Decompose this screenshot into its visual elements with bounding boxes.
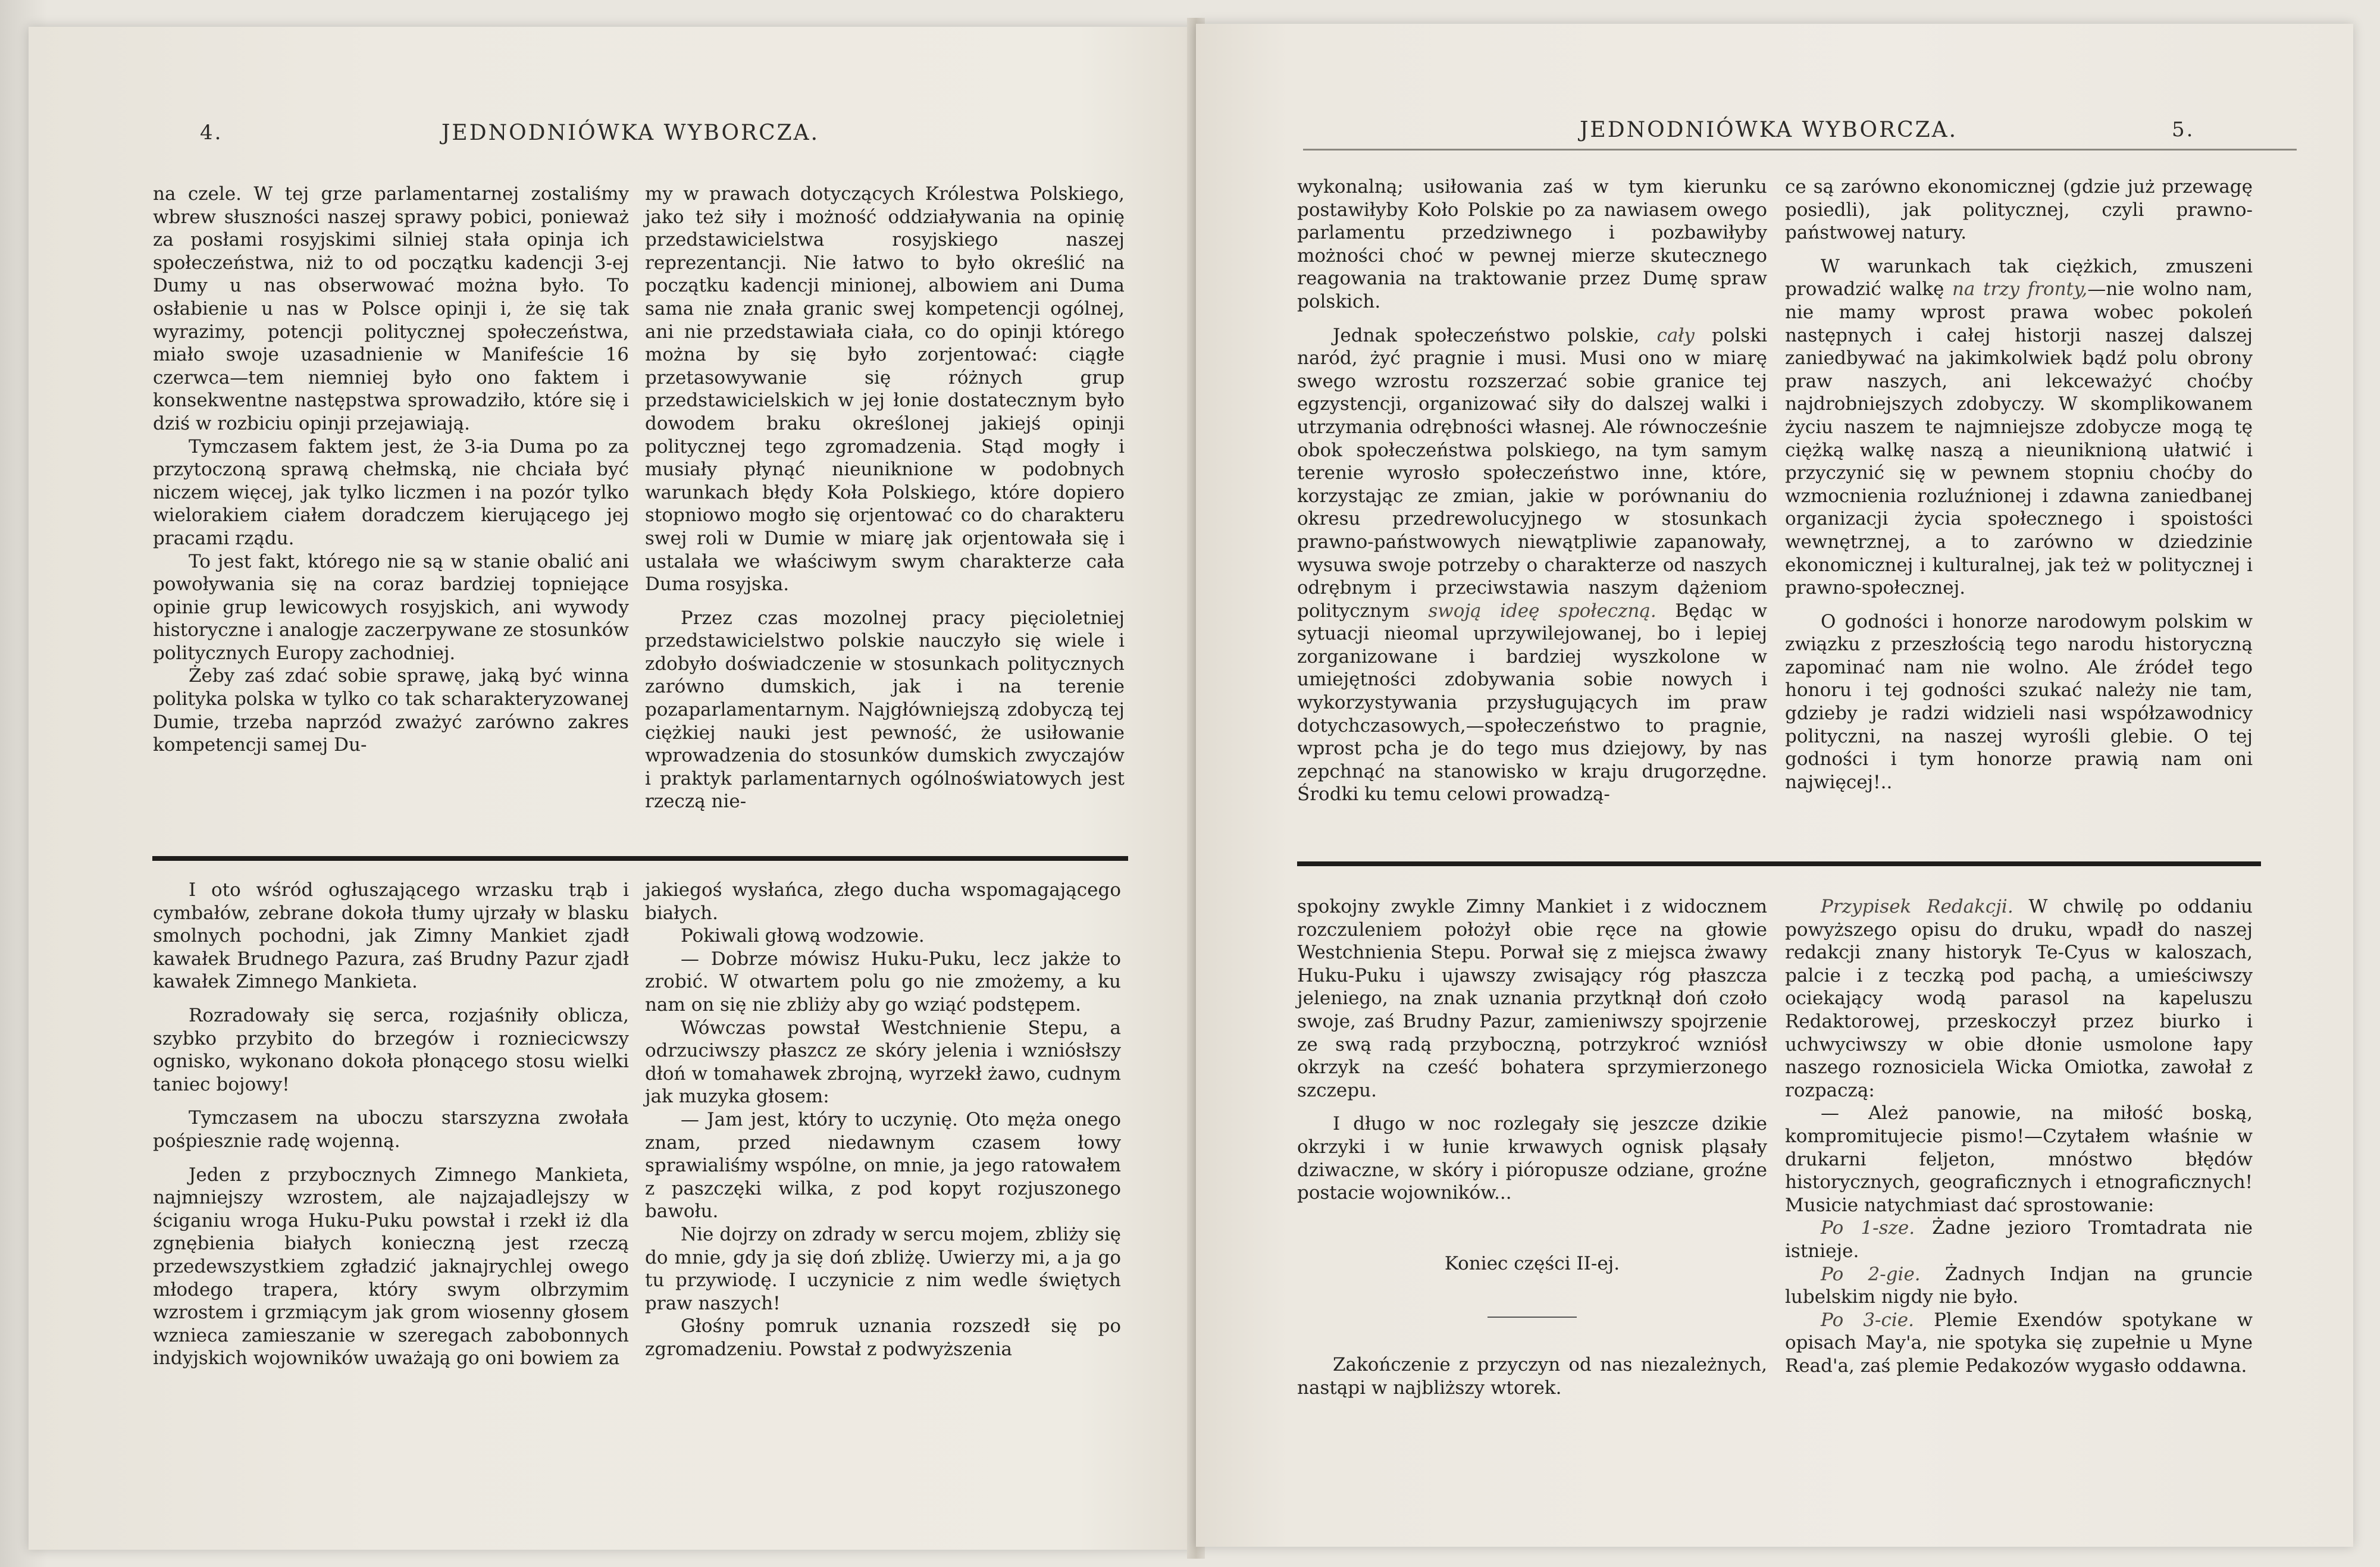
paragraph: spokojny zwykle Zimny Mankiet i z widocznem rozczuleniem położył obie ręce na głowie Westchnienia Stepu. Porwał się z miejsca żwawy Huku-Puku i ujawszy zwisający róg płaszcza jeleniego, na znak uznania przytknął doń czoło swoje, zaś Brudny Pazur, zamieniwszy spojrzenie ze swą radą przyboczną, potrzykroć wzniósł okrzyk na cześć bohatera sprzymierzonego szczepu. — [1297, 896, 1767, 1101]
correction-item — [1785, 1217, 2253, 1262]
continuation-note: Zakończenie z przyczyn od nas niezależnych, nastąpi w najbliższy wtorek. — [1297, 1354, 1767, 1399]
text-span: Jednak społeczeństwo polskie, — [1333, 324, 1640, 346]
paragraph: na czele. W tej grze parlamentarnej zostaliśmy wbrew słuszności naszej sprawy pobici, ponieważ za posłami rosyjskimi silniej stała opinja ich społeczeństwa, niż to od początku kadencji 3-ej Dumy u nas obserwować można było. To osłabienie u nas w Polsce opinji i, że się tak wyrazimy, potencji politycznej społeczeństwa, miało swoje uzasadnienie w Manifeście 16 czerwca—tem niemniej było ono faktem i konsekwentne następstwa sprowadziło, które się i dziś w rozbiciu opinji przejawiają. — [153, 183, 629, 434]
paragraph — [1785, 255, 2253, 600]
italic-text: Przypisek Redakcji. — [1821, 896, 2013, 917]
paragraph: I oto wśród ogłuszającego wrzasku trąb i cymbałów, zebrane dokoła tłumy ujrzały w blasku smolnych pochodni, jak Zimny Mankiet zjadł kawałek Brudnego Pazura, zaś Brudny Pazur zjadł kawałek Zimnego Mankieta. — [153, 879, 629, 993]
italic-text: Po 1-sze. — [1821, 1217, 1915, 1239]
right-page-title: JEDNODNIÓWKA WYBORCZA. — [1580, 118, 1958, 142]
paragraph: Pokiwali głową wodzowie. — [681, 925, 925, 947]
right-lower-col2 — [1785, 895, 2253, 1377]
left-page-title: JEDNODNIÓWKA WYBORCZA. — [441, 121, 820, 145]
text-span: Plemie Exendów spotykane w opisach May'a, nie spotyka się zupełnie u Myne Read'a, zaś plemie Pedakozów wygasło oddawna. — [1785, 1309, 2253, 1377]
part-end-note: Koniec części II-ej. — [1444, 1252, 1620, 1274]
text-span: W chwilę po oddaniu powyższego opisu do druku, wpadł do naszej redakcji znany historyk Te-Cyus w kaloszach, palcie i z teczką pod pachą, a umieściwszy ociekający wodą parasol na kapeluszu Redaktorowej, przeskoczył przez biurko i uchwyciwszy w obie dłonie usmolone łapy naszego roznosiciela Wicka Omiotka, zawołał z rozpaczą: — [1785, 896, 2253, 1101]
italic-text: Po 3-cie. — [1821, 1309, 1914, 1331]
section-divider — [152, 856, 1128, 861]
paragraph: my w prawach dotyczących Królestwa Polskiego, jako też siły i możność oddziaływania na opinię przedstawicielstwa rosyjskiego naszej reprezentancji. Nie łatwo to było określić na początku kadencji minionej, albowiem ani Duma sama nie znała granic swej kompetencji ogólnej, ani nie przedstawiała ciała, co do opinji którego można by się było zorjentować: ciągłe przetasowywanie się różnych grup przedstawicielskich w jej łonie dostatecznym było dowodem braku określonej jakiejś opinji politycznej tego zgromadzenia. Stąd mogły i musiały płynąć nieuniknione w podobnych warunkach błędy Koła Polskiego, które dopiero stopniowo mogło się orjentować co do charakteru swej roli w Dumie w miarę jak orjentowała się i ustalała we właściwym swym charakterze cała Duma rosyjska. — [645, 183, 1125, 596]
paragraph: Przez czas mozolnej pracy pięcioletniej przedstawicielstwo polskie nauczyło się wiele i zdobyło doświadczenie w stosunkach politycznych zarówno dumskich, jak i na terenie pozaparlamentarnym. Najgłówniejszą zdobyczą tej ciężkiej nauki jest pewność, że usiłowanie wprowadzenia do stosunków dumskich zwyczajów i praktyk parlamentarnych ogólnoświatowych jest rzeczą nie- — [645, 607, 1125, 813]
section-divider — [1297, 861, 2261, 866]
right-lower-col1 — [1297, 895, 1767, 1400]
paragraph: wykonalną; usiłowania zaś w tym kierunku postawiłyby Koło Polskie po za nawiasem owego parlamentu przedziwnego i pozbawiłyby możności choć w pewnej mierze skutecznego reagowania na traktowanie przez Dumę spraw polskich. — [1297, 176, 1767, 312]
text-span: Żadnych Indjan na gruncie lubelskim nigdy nie było. — [1785, 1263, 2253, 1308]
correction-item — [1785, 1309, 2253, 1378]
text-span: polski naród, żyć pragnie i musi. Musi ono w miarę swego wzrostu rozszerzać sobie granice tej egzystencji, organizować siły do dalszej walki i utrzymania odrębności własnej. Ale równocześnie obok społeczeństwa polskiego, na tym samym terenie wyrosło społeczeństwo inne, które, korzystając ze zmian, jakie w porównaniu do okresu przedrewolucyjnego w stosunkach prawno-państwowych niewątpliwie zapanowały, wysuwa swoje potrzeby o charakterze od naszych odrębnym i przeciwstawia naszym dążeniom politycznym — [1297, 324, 1768, 622]
paragraph: — Jam jest, który to uczynię. Oto męża onego znam, przed niedawnym czasem łowy sprawialiśmy wspólne, on mnie, ja jego ratowałem z paszczęki wilka, z pod kopyt rozjuszonego bawołu. — [645, 1108, 1121, 1223]
right-header — [1196, 94, 2353, 142]
paragraph: Jeden z przybocznych Zimnego Mankieta, najmniejszy wzrostem, ale najzajadlejszy w ściganiu wroga Huku-Puku powstał i rzekł iż dla zgnębienia białych konieczną jest rzeczą przedewszystkiem zgładzić jaknajrychlej owego młodego trapera, który swym olbrzymim wzrostem i grzmiącym jak grom wiosenny głosem wznieca zamieszanie w szeregach zabobonnych indyjskich wojowników uważają go oni bowiem za — [153, 1164, 629, 1369]
left-lower-col1 — [153, 879, 629, 1370]
italic-text: Po 2-gie. — [1821, 1263, 1921, 1285]
paragraph: Tymczasem na uboczu starszyzna zwołała pośpiesznie radę wojenną. — [153, 1107, 629, 1152]
paragraph: jakiegoś wysłańca, złego ducha wspomagającego białych. — [645, 879, 1121, 924]
separator-line — [1488, 1317, 1577, 1318]
text-span: W warunkach tak ciężkich, zmuszeni prowadzić walkę — [1785, 255, 2253, 300]
paragraph: ce są zarówno ekonomicznej (gdzie już przewagę posiedli), jak politycznej, czyli prawno-państwowej natury. — [1785, 176, 2253, 244]
italic-text: na trzy fronty, — [1952, 278, 2088, 300]
text-span: Będąc w sytuacji nieomal uprzywilejowanej, bo i lepiej zorganizowane i bardziej wyszkolone w umiejętności zdobywania sobie nowych i wykorzystywania przysługujących im praw dotychczasowych,—społeczeństwo to pragnie, wprost pcha je do tego mus dziejowy, by nas zepchnąć na stanowisko w kraju drugorzędne. Środki ku temu celowi prowadzą- — [1297, 600, 1768, 806]
paragraph: To jest fakt, którego nie są w stanie obalić ani powoływania się na coraz bardziej topniejące opinie grup lewicowych rosyjskich, ani wywody historyczne i analogje zaczerpywane ze stosunków politycznych Europy zachodniej. — [153, 550, 629, 664]
left-page — [29, 27, 1196, 1550]
paragraph: Żeby zaś zdać sobie sprawę, jaką być winna polityka polska w tylko co tak scharakteryzowanej Dumie, trzeba naprzód zważyć zarówno zakres kompetencji samej Du- — [153, 665, 629, 756]
paragraph: I długo w noc rozlegały się jeszcze dzikie okrzyki i w łunie krwawych ognisk pląsały dziwaczne, w skóry i pióropusze odziane, groźne postacie wojowników... — [1297, 1113, 1767, 1204]
text-span: —nie wolno nam, nie mamy wprost prawa wobec pokoleń następnych i całej historji naszej dalszej zaniedbywać na jakimkolwiek bądź polu obrony praw naszych, ani lekceważyć choćby najdrobniejszych zdobyczy. W skomplikowanem życiu naszem te najmniejsze zdobycze mogą tę ciężką walkę naszą a nieuniknioną ułatwić i przyczynić się w pewnem stopniu choćby do wzmocnienia rozluźnionej i zdawna zaniedbanej organizacji życia społecznego i spoistości wewnętrznej, a to zarówno w dziedzinie ekonomicznej i kulturalnej, jak też w politycznej i prawno-społecznej. — [1785, 278, 2253, 599]
right-page-number: 5. — [2172, 118, 2195, 142]
quote-paragraph: — Ależ panowie, na miłość boską, kompromitujecie pismo!—Czytałem właśnie w drukarni feljeton, mnóstwo błędów historycznych, geograficznych i etnograficznych! Musicie natychmiast dać sprostowanie: — [1785, 1102, 2253, 1216]
paragraph: Rozradowały się serca, rozjaśniły oblicza, szybko przybito do brzegów i rozniecicwszy ognisko, wykonano dokoła płonącego stosu wielki taniec bojowy! — [153, 1004, 629, 1095]
left-upper-col1 — [153, 183, 629, 757]
paragraph: — Dobrze mówisz Huku-Puku, lecz jakże to zrobić. W otwartem polu go nie zmożemy, a ku nam on się nie zbliży aby go wziąć podstępem. — [645, 948, 1121, 1016]
italic-text: swoją ideę społeczną. — [1428, 600, 1656, 622]
paragraph: Wówczas powstał Westchnienie Stepu, a odrzuciwszy płaszcz ze skóry jelenia i wzniósłszy dłoń w tomahawek zbrojną, wyrzekł żawo, cudnym jak muzyka głosem: — [645, 1017, 1121, 1108]
left-lower-col2 — [645, 879, 1121, 1361]
paragraph: O godności i honorze narodowym polskim w związku z przeszłością tego narodu historyczną zapominać nam nie wolno. Ale źródeł tego honoru i tej godności szukać należy nie tam, gdzieby je radzi widzieli nasi współzawodnicy polityczni, na naszej wyrośli glebie. O tej godności i tym honorze prawią nam oni najwięcej!.. — [1785, 610, 2253, 793]
right-upper-col1 — [1297, 175, 1767, 806]
left-page-number: 4. — [200, 121, 223, 145]
correction-item — [1785, 1263, 2253, 1309]
right-page — [1196, 24, 2353, 1547]
italic-text: cały — [1656, 324, 1695, 346]
paragraph: Tymczasem faktem jest, że 3-ia Duma po za przytoczoną sprawą chełmską, nie chciała być niczem więcej, jak tylko liczmen i na pozór tylko wielorakiem ciałem doradczem kierującego jej pracami rządu. — [153, 435, 629, 549]
left-header — [29, 97, 1196, 145]
text-span: Żadne jezioro Tromtadrata nie istnieje. — [1785, 1217, 2253, 1262]
paragraph: Głośny pomruk uznania rozszedł się po zgromadzeniu. Powstał z podwyższenia — [645, 1315, 1121, 1360]
right-upper-col2 — [1785, 175, 2253, 794]
editor-note — [1785, 895, 2253, 1102]
paragraph — [1297, 324, 1767, 806]
left-upper-col2 — [645, 183, 1125, 813]
paragraph: Nie dojrzy on zdrady w sercu mojem, zbliży się do mnie, gdy ja się doń zbliżę. Uwierzy mi, a ja go tu przywiodę. I uczynicie z nim wedle świętych praw naszych! — [645, 1223, 1121, 1314]
header-rule — [1303, 149, 2297, 151]
